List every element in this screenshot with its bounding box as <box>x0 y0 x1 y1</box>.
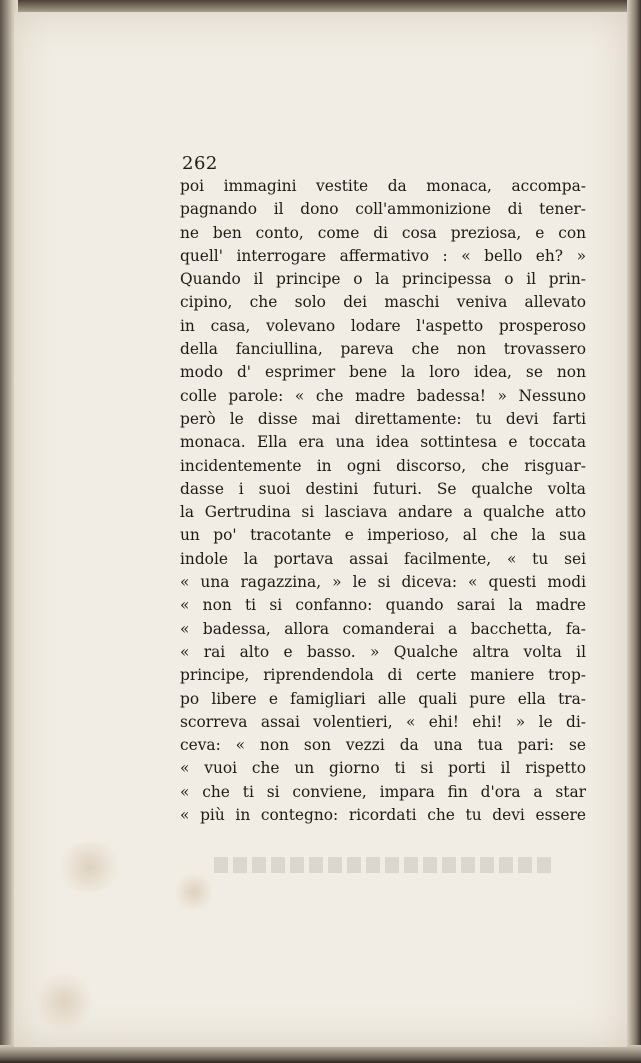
text-line: quell' interrogare affermativo : « bello eh? » <box>180 246 586 265</box>
text-line: un po' tracotante e imperioso, al che la sua <box>180 526 586 545</box>
text-line: in casa, volevano lodare l'aspetto prosperoso <box>180 316 586 335</box>
text-line: « più in contegno: ricordati che tu devi essere <box>180 806 586 825</box>
paper-stain <box>174 872 214 912</box>
text-line: po libere e famigliari alle quali pure ella tra- <box>180 689 586 708</box>
text-line: « badessa, allora comanderai a bacchetta, fa- <box>180 619 586 638</box>
text-line: « che ti si conviene, impara fin d'ora a star <box>180 782 586 801</box>
paper-stain <box>34 972 94 1032</box>
text-line: Quando il principe o la principessa o il prin- <box>180 270 586 289</box>
text-line: pagnando il dono coll'ammonizione di tener- <box>180 200 586 219</box>
text-line: modo d' esprimer bene la loro idea, se non <box>180 363 586 382</box>
text-line: « vuoi che un giorno ti si porti il rispetto <box>180 759 586 778</box>
text-line: incidentemente in ogni discorso, che risguar- <box>180 456 586 475</box>
text-line: cipino, che solo dei maschi veniva allevato <box>180 293 586 312</box>
text-line: colle parole: « che madre badessa! » Nessuno <box>180 386 586 405</box>
page-number: 262 <box>182 153 218 174</box>
text-block <box>180 153 586 827</box>
text-line: « rai alto e basso. » Qualche altra volta il <box>180 642 586 661</box>
text-line: della fanciullina, pareva che non trovassero <box>180 340 586 359</box>
text-line: la Gertrudina si lasciava andare a qualche atto <box>180 503 586 522</box>
text-line: dasse i suoi destini futuri. Se qualche volta <box>180 479 586 498</box>
book-bottom-edge <box>0 1045 641 1063</box>
show-through-text <box>214 857 554 873</box>
text-line: principe, riprendendola di certe maniere trop- <box>180 666 586 685</box>
paper-stain <box>54 842 124 892</box>
text-line: « una ragazzina, » le si diceva: « questi modi <box>180 573 586 592</box>
text-line: poi immagini vestite da monaca, accompa- <box>180 177 586 195</box>
text-line: monaca. Ella era una idea sottintesa e toccata <box>180 433 586 452</box>
book-right-edge <box>627 0 641 1063</box>
body-text <box>180 175 586 827</box>
text-line: ceva: « non son vezzi da una tua pari: se <box>180 736 586 755</box>
text-line: indole la portava assai facilmente, « tu sei <box>180 549 586 568</box>
text-line: però le disse mai direttamente: tu devi farti <box>180 409 586 428</box>
text-line: scorreva assai volentieri, « ehi! ehi! » le di- <box>180 712 586 731</box>
text-line: ne ben conto, come di cosa preziosa, e con <box>180 223 586 242</box>
text-line: « non ti si confanno: quando sarai la madre <box>180 596 586 615</box>
